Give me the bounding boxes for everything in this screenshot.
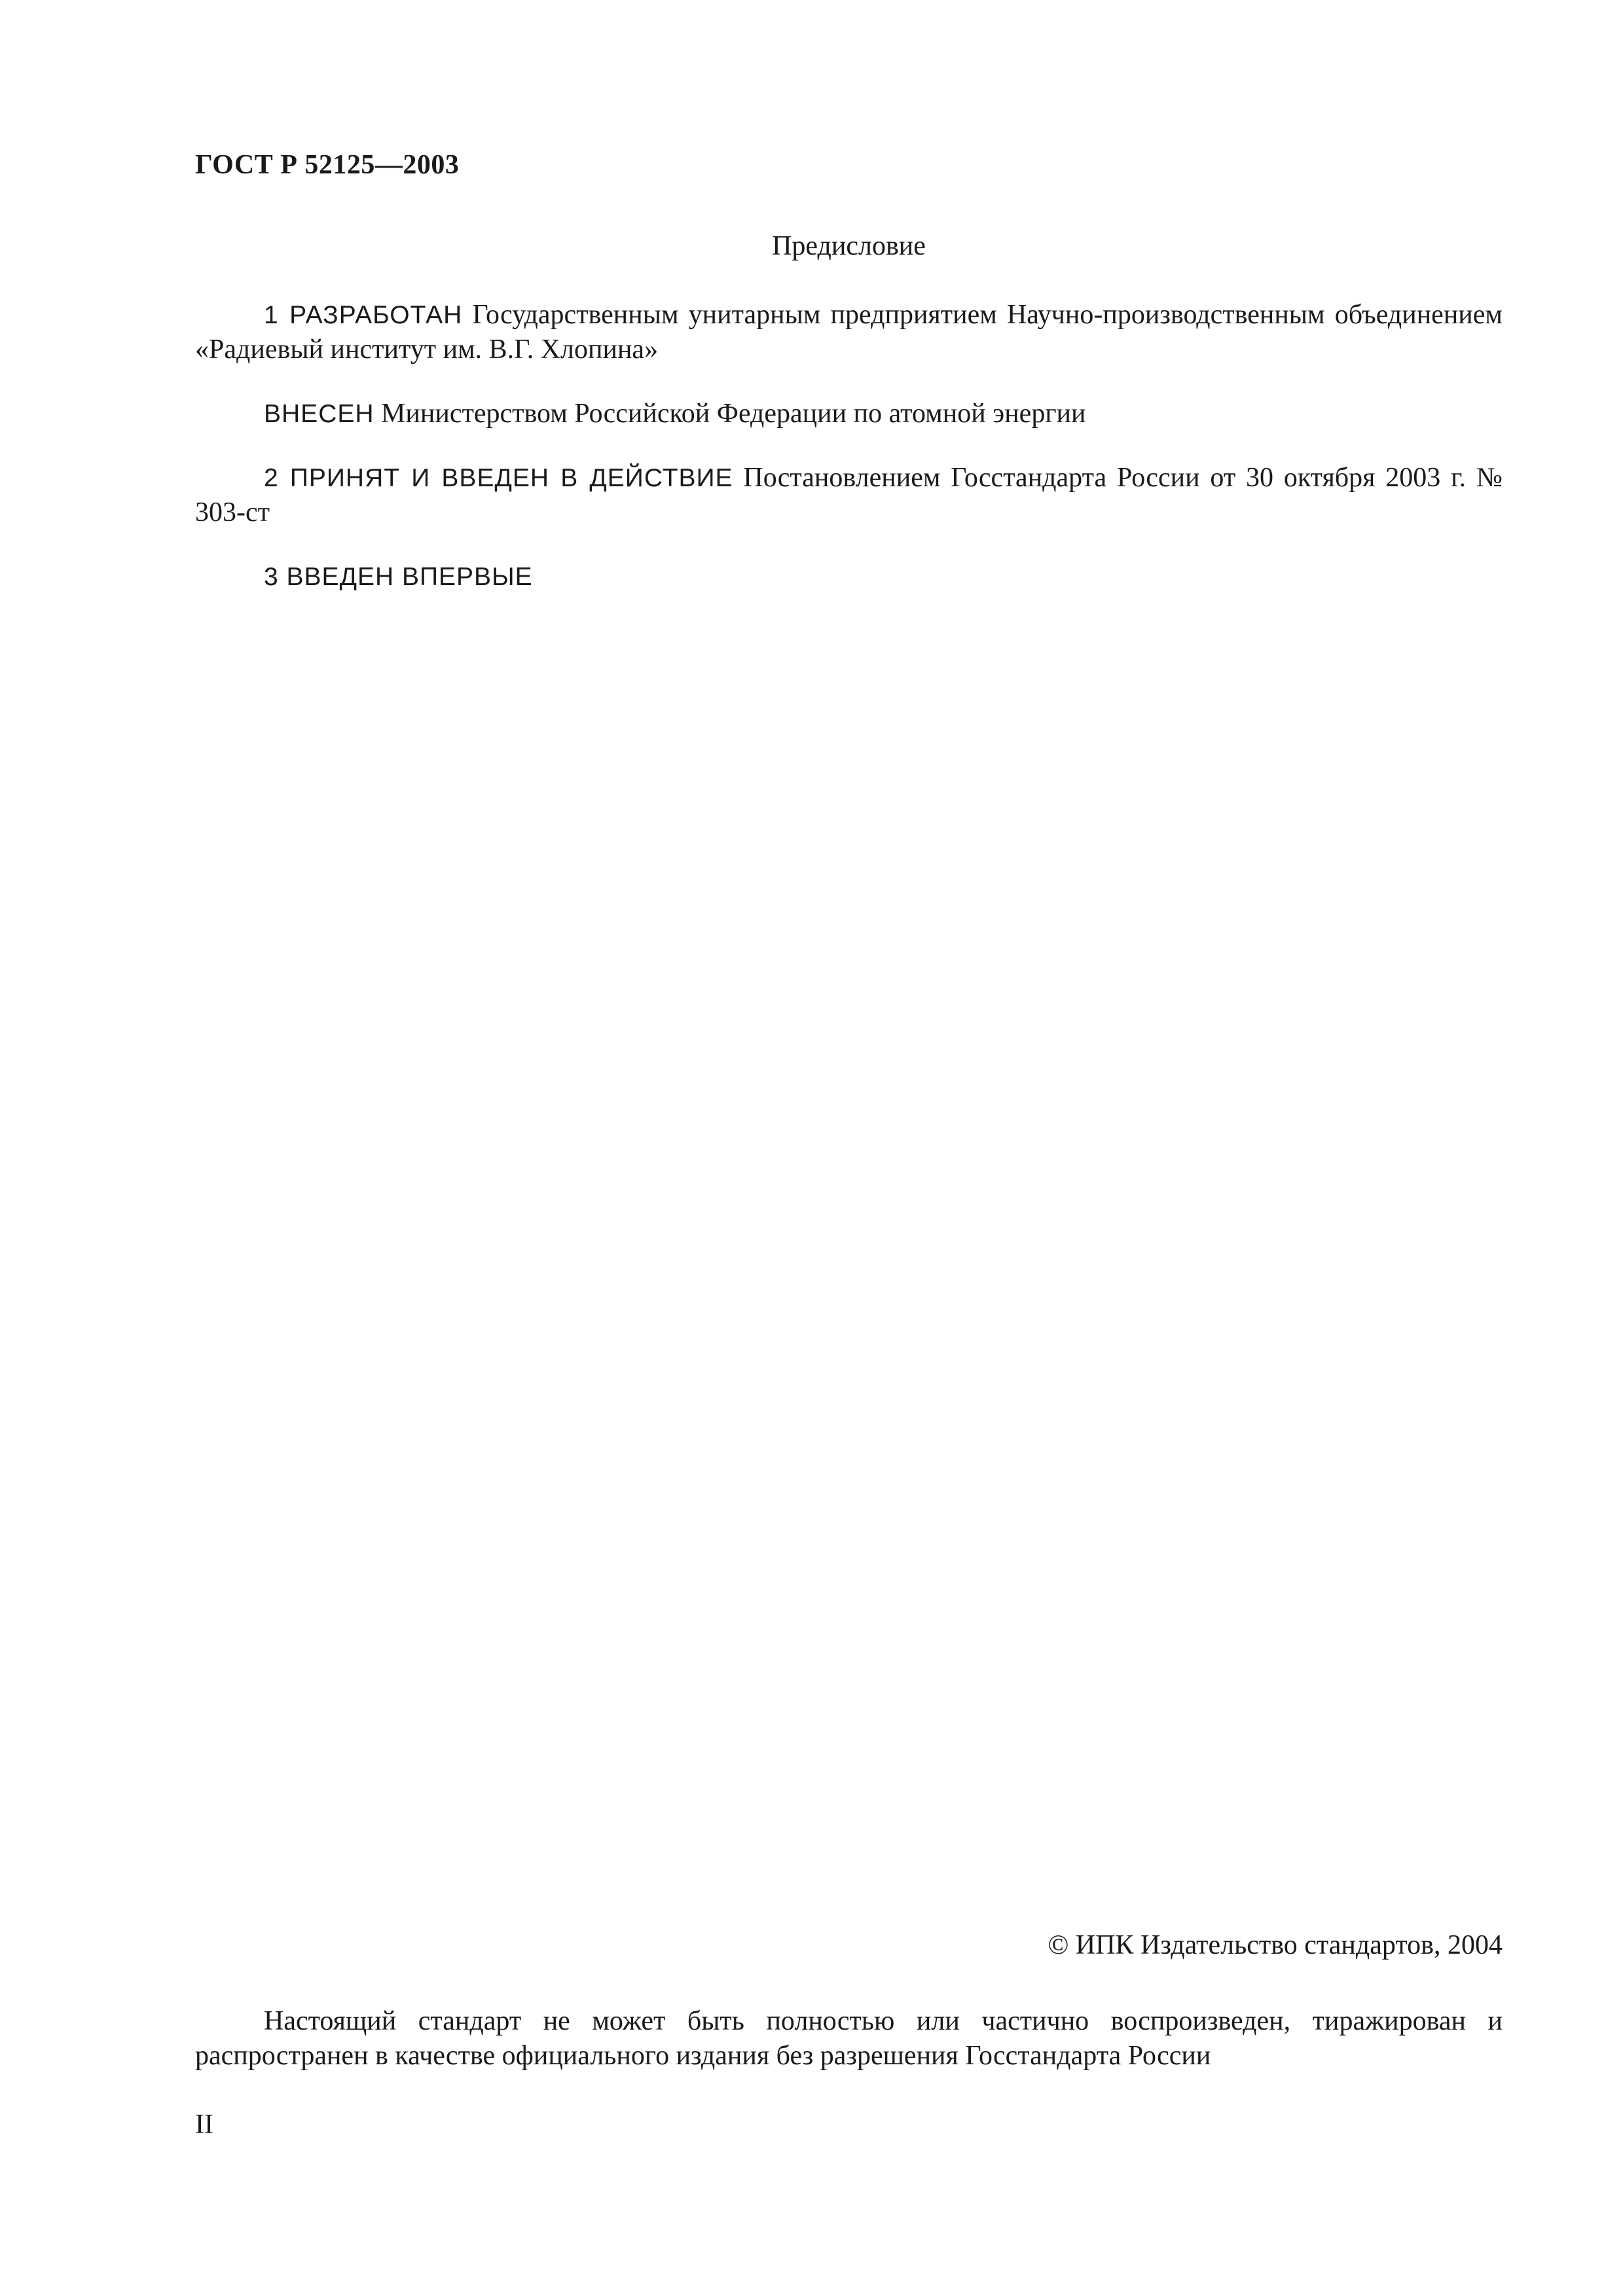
paragraph-text: Государственным унитарным предприятием Научно-производственным объединением «Радиевый институт им. В.Г. Хлопина» bbox=[195, 300, 1503, 365]
paragraph-lead: ВНЕСЕН bbox=[264, 400, 374, 428]
section-title: Предисловие bbox=[772, 231, 926, 261]
copyright-line: © ИПК Издательство стандартов, 2004 bbox=[1048, 1930, 1503, 1960]
paragraph-lead: 1 РАЗРАБОТАН bbox=[264, 301, 463, 329]
paragraph-lead: 2 ПРИНЯТ И ВВЕДЕН В ДЕЙСТВИЕ bbox=[264, 464, 733, 492]
paragraph-developed bbox=[195, 298, 1503, 367]
paragraph-first-introduced bbox=[195, 560, 1503, 594]
document-code: ГОСТ Р 52125—2003 bbox=[195, 150, 460, 180]
paragraph-text: Постановлением Госстандарта России от 30 октября 2003 г. № 303-ст bbox=[195, 463, 1503, 528]
foreword-content bbox=[195, 298, 1503, 624]
paragraph-introduced bbox=[195, 397, 1503, 431]
paragraph-adopted bbox=[195, 461, 1503, 530]
paragraph-lead: 3 ВВЕДЕН ВПЕРВЫЕ bbox=[264, 563, 533, 591]
reproduction-notice: Настоящий стандарт не может быть полностью или частично воспроизведен, тиражирован и распространен в качестве официального издания без разрешения Госстандарта России bbox=[195, 2006, 1503, 2071]
paragraph-text: Министерством Российской Федерации по атомной энергии bbox=[374, 399, 1086, 429]
page-number: II bbox=[195, 2109, 213, 2140]
